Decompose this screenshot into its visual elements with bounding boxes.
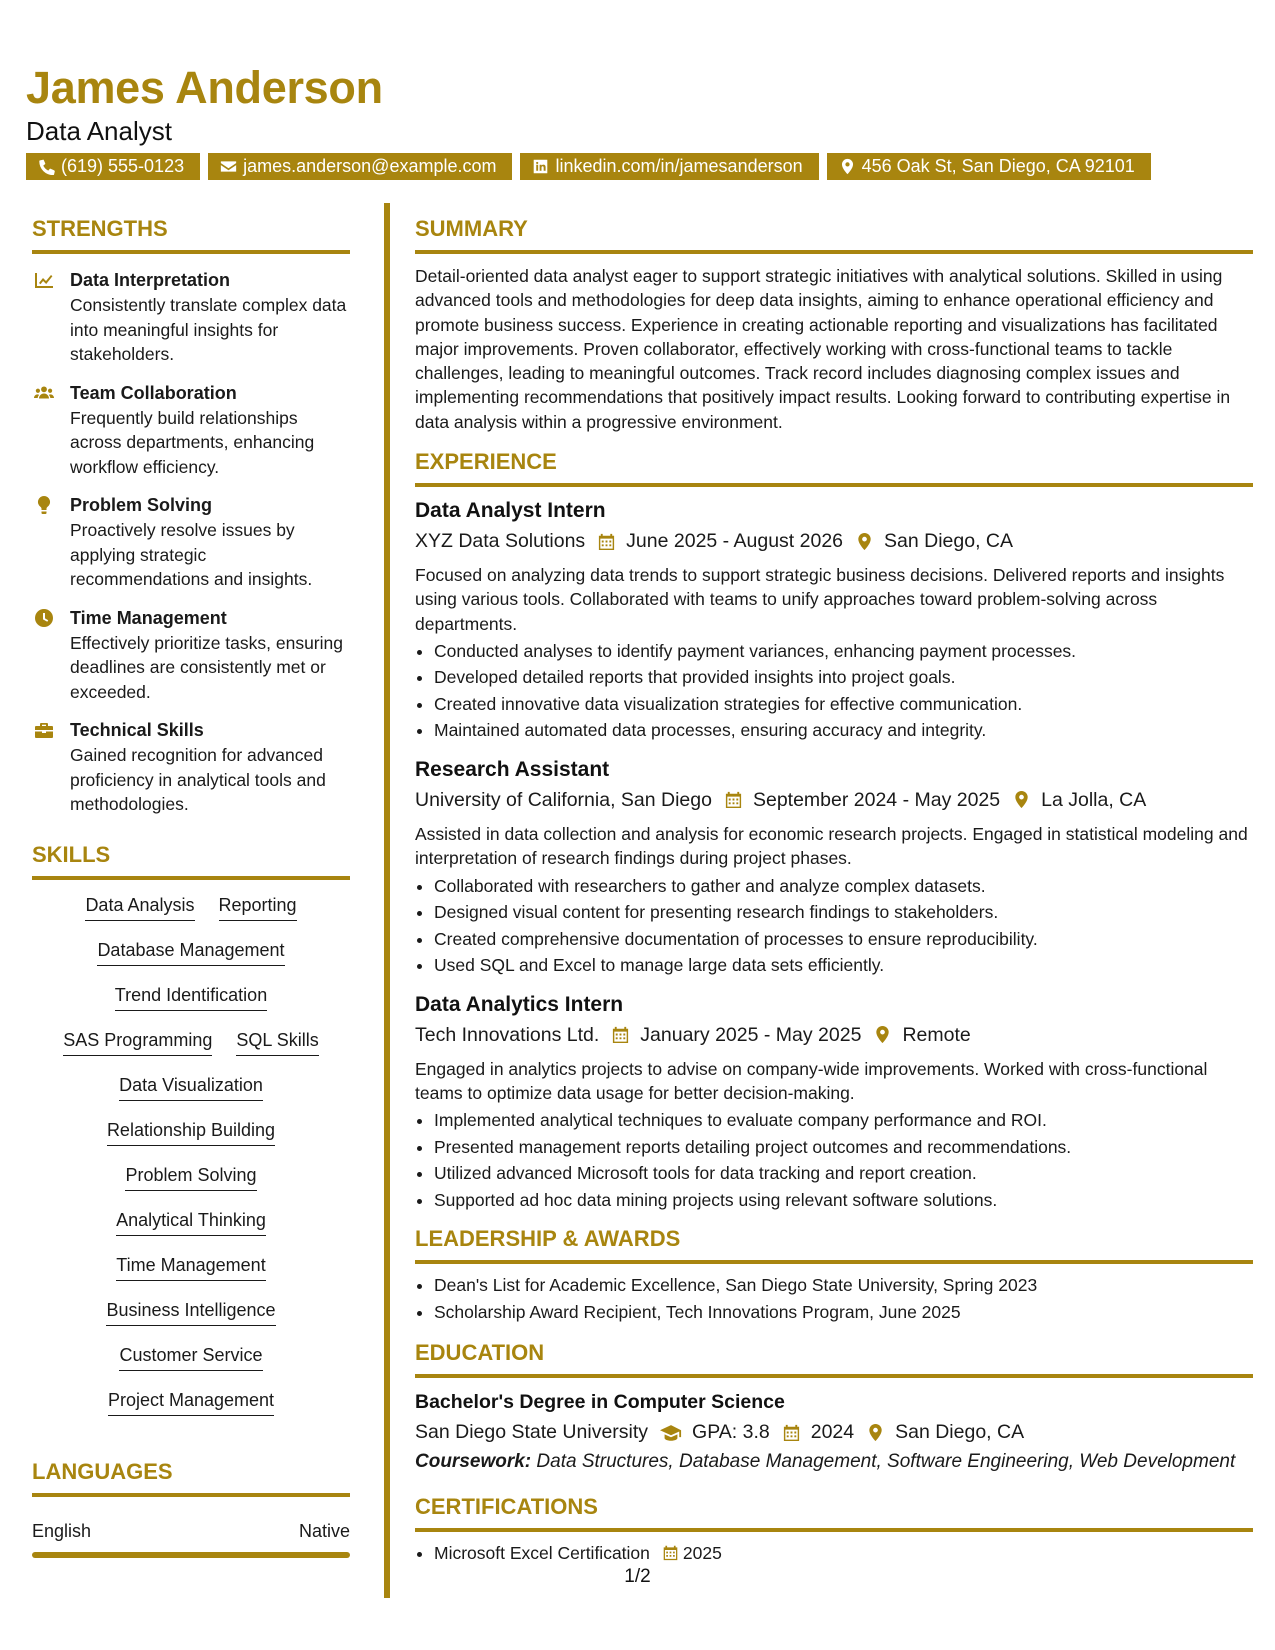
- certifications-list: [415, 1540, 1253, 1567]
- job-dates: September 2024 - May 2025: [752, 788, 1001, 811]
- strengths-rule: [32, 250, 350, 254]
- strength-title: Technical Skills: [70, 720, 204, 740]
- language-proficiency-bar: [32, 1552, 350, 1558]
- candidate-name: James Anderson: [26, 62, 383, 113]
- job-bullets: [415, 638, 1253, 744]
- strength-item: [32, 381, 350, 480]
- skill-tag: Trend Identification: [115, 982, 267, 1011]
- resume-header: [26, 62, 383, 146]
- linkedin-text: linkedin.com/in/jamesanderson: [555, 156, 803, 176]
- strength-desc: Effectively prioritize tasks, ensuring deadlines are consistently met or exceeded.: [70, 632, 343, 702]
- strength-title: Time Management: [70, 607, 227, 628]
- clock-icon: [34, 608, 54, 628]
- list-item: • Presented management reports detailing project outcomes and recommendations.: [434, 1134, 1253, 1161]
- calendar-icon: [597, 532, 616, 551]
- job-bullets: [415, 873, 1253, 979]
- skill-tag: Reporting: [219, 892, 297, 921]
- location-pin-icon: [839, 158, 856, 175]
- users-icon: [34, 383, 54, 403]
- skill-tag: Analytical Thinking: [116, 1207, 266, 1236]
- candidate-title: Data Analyst: [26, 116, 172, 146]
- strength-title: Team Collaboration: [70, 382, 237, 403]
- skill-tag: Time Management: [116, 1252, 265, 1281]
- graduation-year: 2024: [810, 1421, 855, 1444]
- job-entry: [415, 497, 1253, 744]
- job-company: XYZ Data Solutions: [415, 530, 586, 553]
- job-title: Research Assistant: [415, 757, 610, 781]
- strength-item: [32, 606, 350, 705]
- list-item: • Supported ad hoc data mining projects using relevant software solutions.: [434, 1187, 1253, 1214]
- job-dates: June 2025 - August 2026: [626, 530, 844, 553]
- school-location: San Diego, CA: [895, 1421, 1025, 1444]
- chart-line-icon: [34, 270, 54, 290]
- list-item: • Created comprehensive documentation of processes to ensure reproducibility.: [434, 926, 1253, 953]
- job-description: Assisted in data collection and analysis for economic research projects. Engaged in statistical modeling and interpretation of research findings during project phases.: [415, 823, 1248, 869]
- toolbox-icon: [34, 720, 54, 740]
- calendar-icon: [662, 1544, 679, 1561]
- location-pin-icon: [1012, 790, 1031, 809]
- job-dates: January 2025 - May 2025: [640, 1023, 862, 1046]
- skills-rule: [32, 876, 350, 880]
- skills-list: [32, 892, 350, 1432]
- linkedin-chip[interactable]: [520, 153, 818, 180]
- phone-icon: [38, 158, 55, 175]
- summary-heading: SUMMARY: [415, 216, 528, 241]
- left-column: [32, 215, 350, 1558]
- skill-tag: SQL Skills: [236, 1027, 318, 1056]
- list-item: • Scholarship Award Recipient, Tech Innovations Program, June 2025: [434, 1299, 1253, 1326]
- email-text: james.anderson@example.com: [243, 156, 497, 176]
- summary-rule: [415, 250, 1253, 254]
- education-rule: [415, 1374, 1253, 1378]
- skill-tag: Problem Solving: [125, 1162, 256, 1191]
- job-entry: [415, 756, 1253, 979]
- skill-tag: Project Management: [108, 1387, 274, 1416]
- job-title: Data Analyst Intern: [415, 499, 606, 523]
- leadership-rule: [415, 1260, 1253, 1264]
- calendar-icon: [611, 1025, 630, 1044]
- list-item: [434, 1540, 1253, 1567]
- skill-tag: Database Management: [97, 937, 284, 966]
- skill-tag: Data Analysis: [85, 892, 194, 921]
- coursework-text: Data Structures, Database Management, Software Engineering, Web Development: [536, 1451, 1236, 1473]
- address-text: 456 Oak St, San Diego, CA 92101: [861, 156, 1135, 176]
- experience-heading: EXPERIENCE: [415, 449, 557, 475]
- job-meta: [415, 786, 1253, 814]
- languages-heading: LANGUAGES: [32, 1458, 173, 1484]
- strength-desc: Proactively resolve issues by applying strategic recommendations and insights.: [70, 520, 313, 589]
- job-title: Data Analytics Intern: [415, 992, 624, 1016]
- school-name: San Diego State University: [415, 1421, 649, 1444]
- job-bullets: [415, 1107, 1253, 1213]
- strength-item: [32, 493, 350, 592]
- envelope-icon: [220, 158, 237, 175]
- strength-item: [32, 268, 350, 367]
- right-column: [415, 215, 1253, 1566]
- skill-tag: Customer Service: [119, 1342, 262, 1371]
- certifications-heading: CERTIFICATIONS: [415, 1493, 598, 1519]
- list-item: • Used SQL and Excel to manage large data sets efficiently.: [434, 952, 1253, 979]
- job-description: Engaged in analytics projects to advise on company-wide improvements. Worked with cross-functional teams to optimize data usage for better decision-making.: [415, 1058, 1208, 1103]
- location-pin-icon: [855, 532, 874, 551]
- lightbulb-icon: [34, 495, 54, 515]
- address-chip[interactable]: [827, 153, 1151, 180]
- job-entry: [415, 991, 1253, 1214]
- job-company: University of California, San Diego: [415, 788, 712, 811]
- coursework: [415, 1450, 1253, 1475]
- strength-desc: Gained recognition for advanced proficiency in analytical tools and methodologies.: [70, 745, 326, 814]
- job-location: Remote: [902, 1023, 971, 1046]
- language-name: English: [32, 1520, 92, 1541]
- page-number: 1/2: [624, 1566, 651, 1587]
- skills-heading: SKILLS: [32, 841, 111, 867]
- email-chip[interactable]: [208, 153, 512, 180]
- graduation-cap-icon: [660, 1423, 682, 1442]
- cert-name: • Microsoft Excel Certification: [434, 1542, 650, 1563]
- strength-desc: Consistently translate complex data into meaningful insights for stakeholders.: [70, 295, 347, 364]
- education-entry: [415, 1388, 1253, 1475]
- skill-tag: Data Visualization: [119, 1072, 263, 1101]
- job-description: Focused on analyzing data trends to support strategic business decisions. Delivered reports and insights using various tools. Collaborated with teams to unify approaches toward problem-solving across departments.: [415, 565, 1225, 634]
- education-meta: [415, 1418, 1253, 1446]
- list-item: • Conducted analyses to identify payment variances, enhancing payment processes.: [434, 638, 1253, 665]
- linkedin-icon: [532, 158, 549, 175]
- certifications-rule: [415, 1528, 1253, 1532]
- leadership-heading: LEADERSHIP & AWARDS: [415, 1226, 681, 1252]
- strengths-heading: STRENGTHS: [32, 216, 168, 241]
- strength-title: Data Interpretation: [70, 270, 231, 290]
- summary-text: Detail-oriented data analyst eager to support strategic initiatives with analytical solutions. Skilled in using advanced tools and methodologies for deep data insights, aiming to enhance operational efficiency and promote business success. Experience in creating actionable reporting and visualizations has facilitated major improvements. Proven collaborator, effectively working with cross-functional teams to tackle challenges, leading to meaningful outcomes. Track record includes diagnosing complex issues and implementing recommendations that positively impact results. Looking forward to contributing expertise in data analysis within a progressive environment.: [415, 266, 1231, 432]
- list-item: • Implemented analytical techniques to evaluate company performance and ROI.: [434, 1107, 1253, 1134]
- calendar-icon: [782, 1423, 801, 1442]
- job-meta: [415, 527, 1253, 555]
- skill-tag: Relationship Building: [107, 1117, 275, 1146]
- skill-tag: Business Intelligence: [106, 1297, 275, 1326]
- language-item: [32, 1519, 350, 1543]
- degree-title: Bachelor's Degree in Computer Science: [415, 1391, 785, 1414]
- leadership-list: [415, 1272, 1253, 1325]
- column-divider: [384, 203, 390, 1598]
- calendar-icon: [724, 790, 743, 809]
- phone-text: (619) 555-0123: [61, 156, 185, 176]
- strength-item: [32, 718, 350, 817]
- list-item: • Collaborated with researchers to gather and analyze complex datasets.: [434, 873, 1253, 900]
- education-heading: EDUCATION: [415, 1340, 545, 1366]
- job-company: Tech Innovations Ltd.: [415, 1023, 600, 1046]
- list-item: • Designed visual content for presenting research findings to stakeholders.: [434, 899, 1253, 926]
- strength-desc: Frequently build relationships across departments, enhancing workflow efficiency.: [70, 407, 315, 477]
- language-level: Native: [298, 1520, 350, 1541]
- languages-rule: [32, 1493, 350, 1497]
- skill-tag: SAS Programming: [63, 1027, 212, 1056]
- job-location: La Jolla, CA: [1041, 788, 1147, 811]
- phone-chip[interactable]: [26, 153, 200, 180]
- strength-title: Problem Solving: [70, 495, 213, 515]
- coursework-label: Coursework:: [415, 1451, 532, 1473]
- contact-bar: [26, 153, 1151, 180]
- location-pin-icon: [873, 1025, 892, 1044]
- list-item: • Created innovative data visualization strategies for effective communication.: [434, 691, 1253, 718]
- list-item: • Dean's List for Academic Excellence, San Diego State University, Spring 2023: [434, 1272, 1253, 1299]
- gpa: GPA: 3.8: [692, 1421, 770, 1444]
- list-item: • Developed detailed reports that provided insights into project goals.: [434, 664, 1253, 691]
- cert-year: 2025: [682, 1542, 722, 1563]
- list-item: • Utilized advanced Microsoft tools for data tracking and report creation.: [434, 1160, 1253, 1187]
- job-location: San Diego, CA: [884, 530, 1014, 553]
- location-pin-icon: [866, 1423, 885, 1442]
- experience-rule: [415, 483, 1253, 487]
- list-item: • Maintained automated data processes, ensuring accuracy and integrity.: [434, 717, 1253, 744]
- job-meta: [415, 1021, 1253, 1049]
